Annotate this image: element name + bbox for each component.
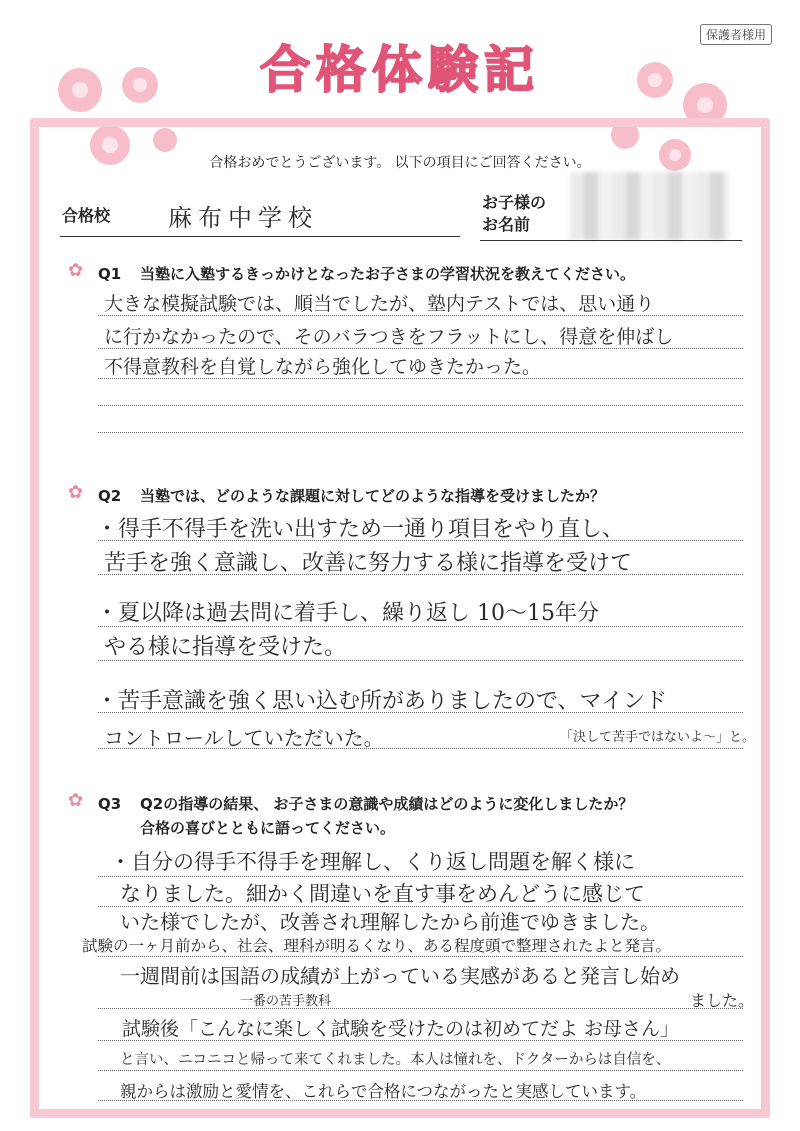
q1-rule [98, 315, 743, 316]
school-value: 麻布中学校 [168, 204, 318, 232]
q2-rule [98, 574, 743, 575]
child-name-label-2: お名前 [482, 215, 531, 234]
greeting-text: 合格おめでとうございます。 以下の項目にご回答ください。 [209, 155, 591, 171]
q3-question: Q2の指導の結果、 お子さまの意識や成績はどのように変化しましたか？ [140, 795, 634, 813]
q3-answer-line-2: なりました。細かく間違いを直す事をめんどうに感じて [120, 882, 645, 906]
q2-answer-line-5: ・苦手意識を強く思い込む所がありましたので、マインド [96, 689, 668, 714]
name-underline [480, 240, 742, 241]
q2-heading [98, 485, 605, 506]
q2-flower-icon: ✿ [68, 482, 84, 503]
q2-rule [98, 626, 743, 627]
q1-rule [98, 405, 743, 406]
q1-answer-line-3: 不得意教科を自覚しながら強化してゆきたかった。 [104, 356, 542, 378]
q2-rule [98, 540, 743, 541]
q1-question: 当塾に入塾するきっかけとなったお子さまの学習状況を教えてください。 [140, 265, 636, 283]
q1-number: Q1 [98, 265, 122, 283]
child-name-label-1: お子様の [482, 193, 547, 212]
q1-answer-line-1: 大きな模擬試験では、順当でしたが、塾内テストでは、思い通り [104, 293, 655, 315]
q3-answer-line-7: 試験後「こんなに楽しく試験を受けたのは初めてだよ お母さん」 [122, 1018, 680, 1040]
q3-rule [98, 1070, 743, 1071]
q3-margin-note: 一番の苦手教科 [240, 994, 332, 1009]
q2-number: Q2 [98, 487, 122, 505]
q2-answer-line-6: コントロールしていただいた。 [104, 726, 384, 750]
q2-rule [98, 712, 743, 713]
q3-question-line-2: 合格の喜びとともに語ってください。 [140, 819, 396, 837]
q3-rule [98, 1100, 743, 1101]
q3-answer-line-3: いた様でしたが、改善され理解したから前進でゆきました。 [120, 910, 660, 934]
q3-answer-line-6: ました。 [690, 991, 755, 1010]
school-underline [60, 236, 460, 237]
q3-flower-icon: ✿ [68, 790, 84, 811]
q2-answer-line-2: 苦手を強く意識し、改善に努力する様に指導を受けて [104, 551, 633, 576]
q3-rule [98, 1040, 743, 1041]
q1-rule [98, 348, 743, 349]
q3-rule [98, 956, 743, 957]
q3-answer-line-5: 一週間前は国語の成績が上がっている実感があると発言し始め [120, 964, 680, 988]
q3-rule [98, 1008, 743, 1009]
q3-rule [98, 876, 743, 877]
q3-number: Q3 [98, 795, 122, 813]
q3-heading [98, 793, 633, 814]
q2-question: 当塾では、どのような課題に対してどのような指導を受けましたか？ [140, 487, 606, 505]
q3-answer-line-9: 親からは激励と愛情を、これらで合格につながったと実感しています。 [120, 1082, 647, 1101]
q3-answer-line-4: 試験の一ヶ月前から、社会、理科が明るくなり、ある程度頭で整理されたよと発言。 [82, 937, 672, 955]
child-name-redacted [570, 172, 730, 240]
q1-answer-line-2: に行かなかったので、そのバラつきをフラットにし、得意を伸ばし [104, 326, 674, 348]
page-title: 合格体験記 [260, 40, 540, 99]
q1-rule [98, 432, 743, 433]
q2-margin-note: 「決して苦手ではないよ〜」と。 [560, 730, 756, 745]
guardian-badge: 保護者様用 [700, 24, 772, 45]
school-label: 合格校 [62, 206, 111, 225]
q1-flower-icon: ✿ [68, 260, 84, 281]
q2-rule [98, 660, 743, 661]
q1-rule [98, 378, 743, 379]
q2-answer-line-3: ・夏以降は過去問に着手し、繰り返し 10〜15年分 [96, 601, 599, 626]
q3-answer-line-1: ・自分の得手不得手を理解し、くり返し問題を解く様に [110, 850, 635, 874]
q2-rule [98, 748, 743, 749]
q2-answer-line-4: やる様に指導を受けた。 [104, 635, 347, 660]
q1-heading [98, 263, 635, 284]
q2-answer-line-1: ・得手不得手を洗い出すため一通り項目をやり直し、 [96, 517, 625, 542]
q3-answer-line-8: と言い、ニコニコと帰って来てくれました。本人は憧れを、ドクターからは自信を、 [120, 1052, 671, 1068]
